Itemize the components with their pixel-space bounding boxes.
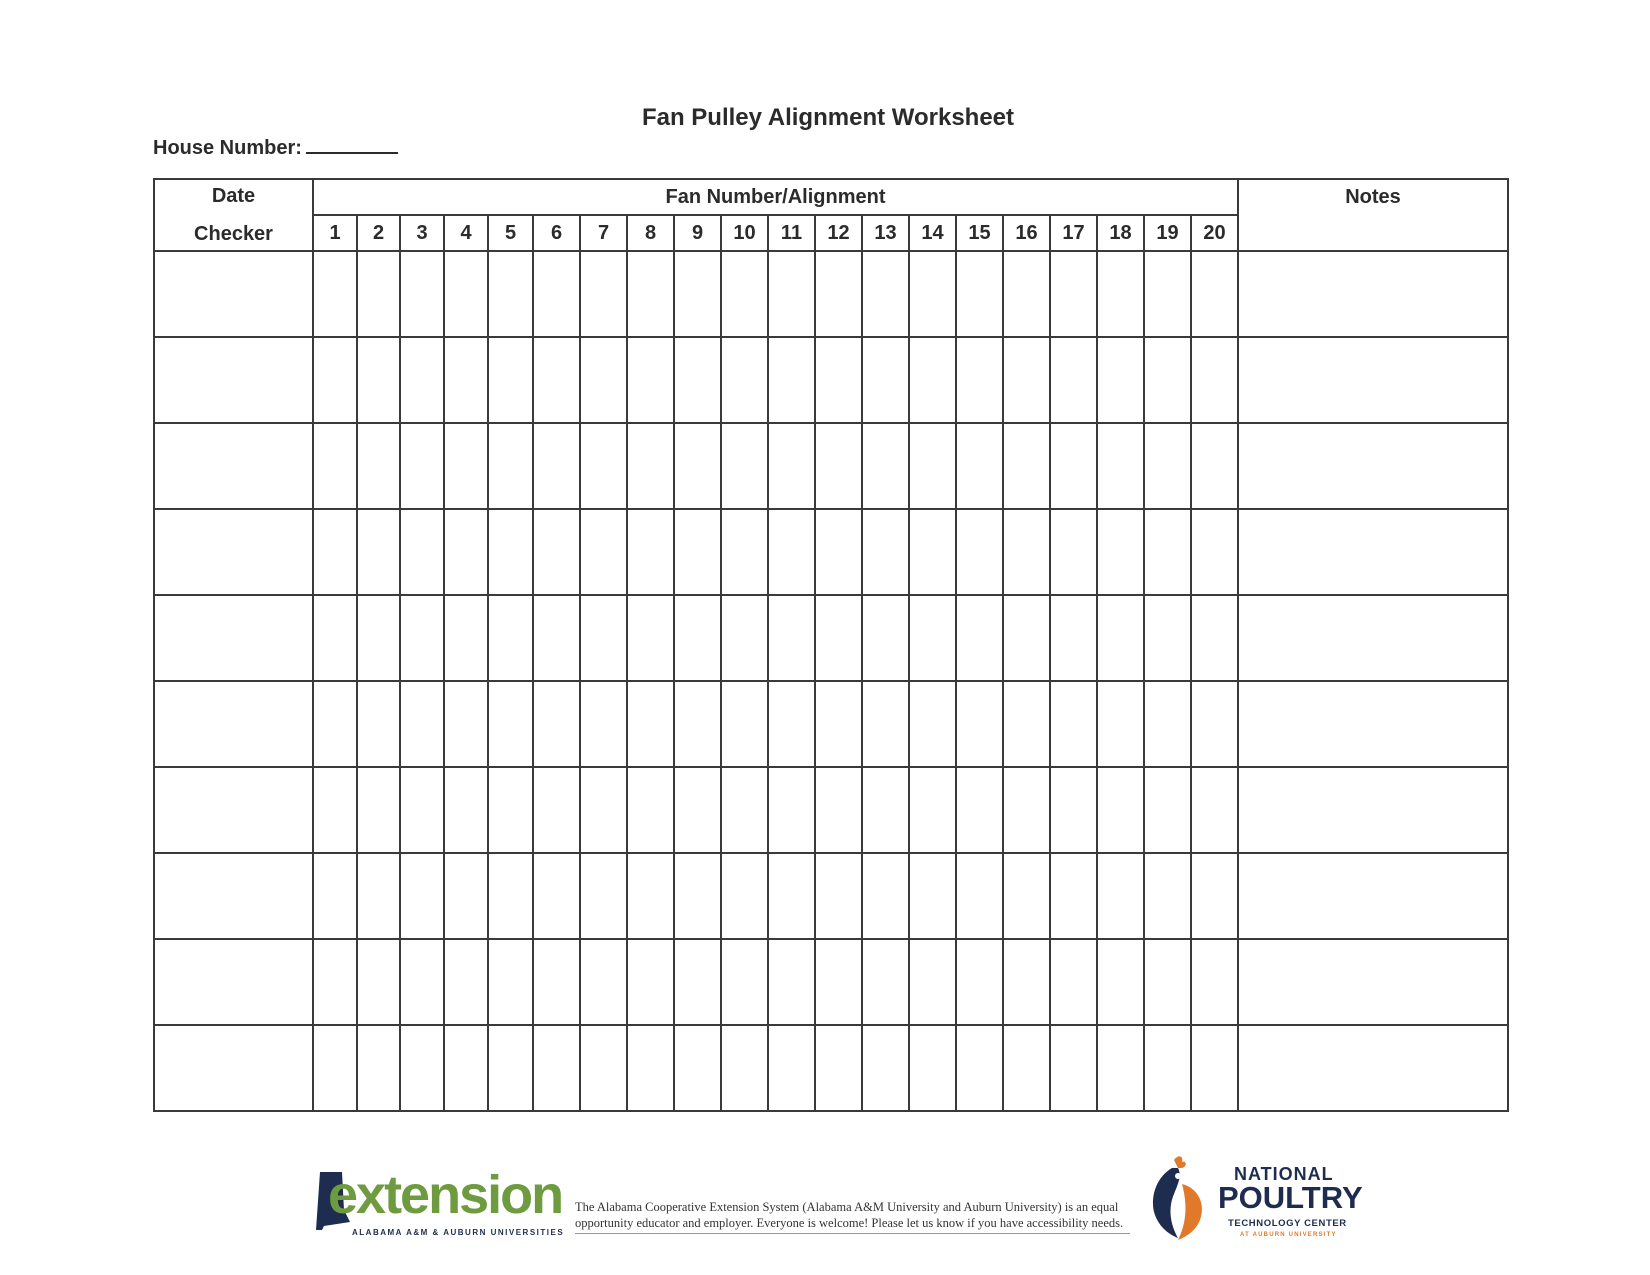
notes-header: Notes bbox=[1238, 179, 1508, 251]
worksheet-title-text: Fan Pulley Alignment Worksheet bbox=[641, 104, 1015, 131]
fan-1-cell[interactable] bbox=[313, 1025, 357, 1111]
house-number-label: House Number: bbox=[153, 137, 302, 159]
date-checker-cell[interactable] bbox=[154, 681, 313, 767]
fan-15-cell[interactable] bbox=[956, 337, 1003, 423]
fan-5-cell[interactable] bbox=[488, 337, 533, 423]
fan-20-cell[interactable] bbox=[1191, 853, 1238, 939]
fan-5-cell[interactable] bbox=[488, 1025, 533, 1111]
fan-17-cell[interactable] bbox=[1050, 1025, 1097, 1111]
fan-15-cell[interactable] bbox=[956, 1025, 1003, 1111]
fan-1-cell[interactable] bbox=[313, 681, 357, 767]
fan-6-cell[interactable] bbox=[533, 509, 580, 595]
fan-4-cell[interactable] bbox=[444, 423, 488, 509]
fan-4-cell[interactable] bbox=[444, 337, 488, 423]
fan-9-cell[interactable] bbox=[674, 681, 721, 767]
fan-1-cell[interactable] bbox=[313, 509, 357, 595]
fan-number-20: 20 bbox=[1191, 215, 1238, 251]
fan-5-cell[interactable] bbox=[488, 853, 533, 939]
table-row bbox=[154, 681, 1508, 767]
fan-18-cell[interactable] bbox=[1097, 681, 1144, 767]
fan-20-cell[interactable] bbox=[1191, 509, 1238, 595]
fan-8-cell[interactable] bbox=[627, 939, 674, 1025]
extension-logo-subtitle: ALABAMA A&M & AUBURN UNIVERSITIES bbox=[352, 1228, 565, 1237]
fan-11-cell[interactable] bbox=[768, 337, 815, 423]
fan-15-cell[interactable] bbox=[956, 509, 1003, 595]
fan-7-cell[interactable] bbox=[580, 595, 627, 681]
npt-line-poultry: POULTRY bbox=[1218, 1180, 1363, 1215]
table-row bbox=[154, 423, 1508, 509]
fan-17-cell[interactable] bbox=[1050, 337, 1097, 423]
fan-4-cell[interactable] bbox=[444, 595, 488, 681]
fan-9-cell[interactable] bbox=[674, 1025, 721, 1111]
fan-14-cell[interactable] bbox=[909, 939, 956, 1025]
fan-19-cell[interactable] bbox=[1144, 251, 1191, 337]
fan-10-cell[interactable] bbox=[721, 509, 768, 595]
fan-17-cell[interactable] bbox=[1050, 423, 1097, 509]
fan-13-cell[interactable] bbox=[862, 251, 909, 337]
fan-15-cell[interactable] bbox=[956, 939, 1003, 1025]
fan-4-cell[interactable] bbox=[444, 939, 488, 1025]
fan-19-cell[interactable] bbox=[1144, 681, 1191, 767]
date-checker-cell[interactable] bbox=[154, 1025, 313, 1111]
npt-line-technology-center: TECHNOLOGY CENTER bbox=[1228, 1218, 1347, 1229]
fan-number-9: 9 bbox=[674, 215, 721, 251]
fan-13-cell[interactable] bbox=[862, 595, 909, 681]
npt-line-national: NATIONAL bbox=[1234, 1164, 1334, 1184]
fan-14-cell[interactable] bbox=[909, 767, 956, 853]
fan-19-cell[interactable] bbox=[1144, 595, 1191, 681]
date-checker-cell[interactable] bbox=[154, 423, 313, 509]
fan-7-cell[interactable] bbox=[580, 1025, 627, 1111]
fan-13-cell[interactable] bbox=[862, 423, 909, 509]
fan-4-cell[interactable] bbox=[444, 509, 488, 595]
fan-8-cell[interactable] bbox=[627, 681, 674, 767]
fan-6-cell[interactable] bbox=[533, 853, 580, 939]
notes-cell[interactable] bbox=[1238, 595, 1508, 681]
fan-13-cell[interactable] bbox=[862, 509, 909, 595]
table-row bbox=[154, 509, 1508, 595]
extension-logo bbox=[316, 1165, 565, 1242]
fan-3-cell[interactable] bbox=[400, 939, 444, 1025]
fan-10-cell[interactable] bbox=[721, 1025, 768, 1111]
fan-20-cell[interactable] bbox=[1191, 423, 1238, 509]
fan-13-cell[interactable] bbox=[862, 681, 909, 767]
fan-9-cell[interactable] bbox=[674, 423, 721, 509]
fan-5-cell[interactable] bbox=[488, 939, 533, 1025]
disclaimer-line-2: opportunity educator and employer. Everyone is welcome! Please let us know if you have accessibility needs. bbox=[575, 1216, 1124, 1230]
fan-19-cell[interactable] bbox=[1144, 1025, 1191, 1111]
fan-number-1: 1 bbox=[313, 215, 357, 251]
fan-17-cell[interactable] bbox=[1050, 853, 1097, 939]
fan-20-cell[interactable] bbox=[1191, 595, 1238, 681]
fan-10-cell[interactable] bbox=[721, 337, 768, 423]
date-checker-cell[interactable] bbox=[154, 337, 313, 423]
notes-cell[interactable] bbox=[1238, 423, 1508, 509]
fan-8-cell[interactable] bbox=[627, 767, 674, 853]
equal-opportunity-statement bbox=[575, 1199, 1130, 1234]
fan-number-4: 4 bbox=[444, 215, 488, 251]
fan-20-cell[interactable] bbox=[1191, 1025, 1238, 1111]
extension-logo-word: extension bbox=[328, 1165, 563, 1225]
fan-16-cell[interactable] bbox=[1003, 1025, 1050, 1111]
fan-5-cell[interactable] bbox=[488, 595, 533, 681]
fan-16-cell[interactable] bbox=[1003, 853, 1050, 939]
fan-11-cell[interactable] bbox=[768, 767, 815, 853]
fan-18-cell[interactable] bbox=[1097, 337, 1144, 423]
house-number-blank[interactable] bbox=[306, 134, 398, 154]
fan-number-16: 16 bbox=[1003, 215, 1050, 251]
fan-14-cell[interactable] bbox=[909, 853, 956, 939]
fan-17-cell[interactable] bbox=[1050, 939, 1097, 1025]
date-checker-cell[interactable] bbox=[154, 509, 313, 595]
fan-12-cell[interactable] bbox=[815, 767, 862, 853]
fan-6-cell[interactable] bbox=[533, 767, 580, 853]
alignment-table bbox=[153, 178, 1509, 1112]
fan-4-cell[interactable] bbox=[444, 767, 488, 853]
fan-12-cell[interactable] bbox=[815, 595, 862, 681]
fan-10-cell[interactable] bbox=[721, 767, 768, 853]
fan-6-cell[interactable] bbox=[533, 595, 580, 681]
fan-3-cell[interactable] bbox=[400, 853, 444, 939]
fan-13-cell[interactable] bbox=[862, 853, 909, 939]
fan-19-cell[interactable] bbox=[1144, 853, 1191, 939]
fan-4-cell[interactable] bbox=[444, 681, 488, 767]
fan-12-cell[interactable] bbox=[815, 1025, 862, 1111]
fan-1-cell[interactable] bbox=[313, 423, 357, 509]
fan-7-cell[interactable] bbox=[580, 767, 627, 853]
fan-15-cell[interactable] bbox=[956, 423, 1003, 509]
fan-10-cell[interactable] bbox=[721, 939, 768, 1025]
fan-number-15: 15 bbox=[956, 215, 1003, 251]
fan-2-cell[interactable] bbox=[357, 767, 400, 853]
fan-number-5: 5 bbox=[488, 215, 533, 251]
fan-7-cell[interactable] bbox=[580, 853, 627, 939]
fan-3-cell[interactable] bbox=[400, 595, 444, 681]
fan-10-cell[interactable] bbox=[721, 595, 768, 681]
fan-9-cell[interactable] bbox=[674, 337, 721, 423]
fan-5-cell[interactable] bbox=[488, 681, 533, 767]
fan-19-cell[interactable] bbox=[1144, 509, 1191, 595]
fan-3-cell[interactable] bbox=[400, 767, 444, 853]
fan-11-cell[interactable] bbox=[768, 853, 815, 939]
rooster-icon bbox=[1148, 1154, 1208, 1244]
fan-14-cell[interactable] bbox=[909, 337, 956, 423]
fan-18-cell[interactable] bbox=[1097, 939, 1144, 1025]
fan-12-cell[interactable] bbox=[815, 251, 862, 337]
table-row bbox=[154, 595, 1508, 681]
fan-16-cell[interactable] bbox=[1003, 251, 1050, 337]
fan-9-cell[interactable] bbox=[674, 595, 721, 681]
notes-cell[interactable] bbox=[1238, 1025, 1508, 1111]
fan-11-cell[interactable] bbox=[768, 595, 815, 681]
fan-15-cell[interactable] bbox=[956, 681, 1003, 767]
fan-18-cell[interactable] bbox=[1097, 251, 1144, 337]
fan-8-cell[interactable] bbox=[627, 1025, 674, 1111]
fan-16-cell[interactable] bbox=[1003, 939, 1050, 1025]
date-checker-cell[interactable] bbox=[154, 251, 313, 337]
fan-13-cell[interactable] bbox=[862, 1025, 909, 1111]
fan-number-10: 10 bbox=[721, 215, 768, 251]
fan-13-cell[interactable] bbox=[862, 767, 909, 853]
fan-9-cell[interactable] bbox=[674, 853, 721, 939]
fan-14-cell[interactable] bbox=[909, 595, 956, 681]
fan-10-cell[interactable] bbox=[721, 853, 768, 939]
fan-14-cell[interactable] bbox=[909, 509, 956, 595]
fan-8-cell[interactable] bbox=[627, 337, 674, 423]
fan-14-cell[interactable] bbox=[909, 423, 956, 509]
fan-19-cell[interactable] bbox=[1144, 939, 1191, 1025]
table-row bbox=[154, 939, 1508, 1025]
fan-8-cell[interactable] bbox=[627, 251, 674, 337]
fan-15-cell[interactable] bbox=[956, 251, 1003, 337]
fan-6-cell[interactable] bbox=[533, 1025, 580, 1111]
fan-9-cell[interactable] bbox=[674, 767, 721, 853]
fan-17-cell[interactable] bbox=[1050, 595, 1097, 681]
fan-1-cell[interactable] bbox=[313, 337, 357, 423]
fan-2-cell[interactable] bbox=[357, 423, 400, 509]
fan-20-cell[interactable] bbox=[1191, 251, 1238, 337]
fan-19-cell[interactable] bbox=[1144, 423, 1191, 509]
notes-cell[interactable] bbox=[1238, 767, 1508, 853]
fan-number-17: 17 bbox=[1050, 215, 1097, 251]
table-body bbox=[154, 251, 1508, 1111]
fan-15-cell[interactable] bbox=[956, 853, 1003, 939]
fan-10-cell[interactable] bbox=[721, 681, 768, 767]
fan-8-cell[interactable] bbox=[627, 423, 674, 509]
fan-7-cell[interactable] bbox=[580, 939, 627, 1025]
fan-7-cell[interactable] bbox=[580, 251, 627, 337]
fan-12-cell[interactable] bbox=[815, 423, 862, 509]
fan-17-cell[interactable] bbox=[1050, 509, 1097, 595]
fan-20-cell[interactable] bbox=[1191, 767, 1238, 853]
fan-16-cell[interactable] bbox=[1003, 423, 1050, 509]
fan-number-13: 13 bbox=[862, 215, 909, 251]
fan-16-cell[interactable] bbox=[1003, 767, 1050, 853]
fan-14-cell[interactable] bbox=[909, 251, 956, 337]
fan-20-cell[interactable] bbox=[1191, 681, 1238, 767]
fan-5-cell[interactable] bbox=[488, 509, 533, 595]
fan-11-cell[interactable] bbox=[768, 509, 815, 595]
fan-8-cell[interactable] bbox=[627, 595, 674, 681]
fan-18-cell[interactable] bbox=[1097, 853, 1144, 939]
fan-2-cell[interactable] bbox=[357, 509, 400, 595]
fan-15-cell[interactable] bbox=[956, 595, 1003, 681]
fan-2-cell[interactable] bbox=[357, 595, 400, 681]
table-row bbox=[154, 767, 1508, 853]
fan-7-cell[interactable] bbox=[580, 509, 627, 595]
fan-number-19: 19 bbox=[1144, 215, 1191, 251]
fan-number-12: 12 bbox=[815, 215, 862, 251]
fan-18-cell[interactable] bbox=[1097, 1025, 1144, 1111]
fan-3-cell[interactable] bbox=[400, 337, 444, 423]
fan-7-cell[interactable] bbox=[580, 423, 627, 509]
notes-cell[interactable] bbox=[1238, 853, 1508, 939]
fan-17-cell[interactable] bbox=[1050, 251, 1097, 337]
fan-number-8: 8 bbox=[627, 215, 674, 251]
fan-6-cell[interactable] bbox=[533, 939, 580, 1025]
fan-16-cell[interactable] bbox=[1003, 509, 1050, 595]
fan-8-cell[interactable] bbox=[627, 509, 674, 595]
fan-number-18: 18 bbox=[1097, 215, 1144, 251]
fan-number-11: 11 bbox=[768, 215, 815, 251]
worksheet-title bbox=[0, 104, 1650, 132]
national-poultry-logo bbox=[1148, 1150, 1363, 1250]
fan-2-cell[interactable] bbox=[357, 939, 400, 1025]
date-checker-cell[interactable] bbox=[154, 939, 313, 1025]
fan-15-cell[interactable] bbox=[956, 767, 1003, 853]
notes-cell[interactable] bbox=[1238, 337, 1508, 423]
notes-cell[interactable] bbox=[1238, 251, 1508, 337]
npt-line-auburn: AT AUBURN UNIVERSITY bbox=[1240, 1232, 1337, 1238]
disclaimer-line-1: The Alabama Cooperative Extension System (Alabama A&M University and Auburn University) is an equal bbox=[575, 1200, 1119, 1214]
fan-13-cell[interactable] bbox=[862, 337, 909, 423]
fan-18-cell[interactable] bbox=[1097, 509, 1144, 595]
fan-12-cell[interactable] bbox=[815, 853, 862, 939]
table-row bbox=[154, 853, 1508, 939]
fan-3-cell[interactable] bbox=[400, 509, 444, 595]
fan-6-cell[interactable] bbox=[533, 681, 580, 767]
fan-4-cell[interactable] bbox=[444, 251, 488, 337]
fan-number-header: Fan Number/Alignment bbox=[313, 179, 1238, 215]
fan-6-cell[interactable] bbox=[533, 251, 580, 337]
fan-1-cell[interactable] bbox=[313, 251, 357, 337]
fan-number-3: 3 bbox=[400, 215, 444, 251]
fan-14-cell[interactable] bbox=[909, 1025, 956, 1111]
footer bbox=[0, 1150, 1650, 1260]
fan-6-cell[interactable] bbox=[533, 423, 580, 509]
fan-2-cell[interactable] bbox=[357, 853, 400, 939]
house-number-field bbox=[153, 134, 398, 160]
fan-9-cell[interactable] bbox=[674, 251, 721, 337]
notes-cell[interactable] bbox=[1238, 939, 1508, 1025]
date-checker-cell[interactable] bbox=[154, 767, 313, 853]
notes-cell[interactable] bbox=[1238, 509, 1508, 595]
fan-18-cell[interactable] bbox=[1097, 423, 1144, 509]
fan-2-cell[interactable] bbox=[357, 251, 400, 337]
fan-11-cell[interactable] bbox=[768, 681, 815, 767]
fan-16-cell[interactable] bbox=[1003, 595, 1050, 681]
fan-5-cell[interactable] bbox=[488, 423, 533, 509]
fan-1-cell[interactable] bbox=[313, 939, 357, 1025]
fan-20-cell[interactable] bbox=[1191, 939, 1238, 1025]
fan-12-cell[interactable] bbox=[815, 681, 862, 767]
fan-19-cell[interactable] bbox=[1144, 337, 1191, 423]
fan-1-cell[interactable] bbox=[313, 595, 357, 681]
fan-11-cell[interactable] bbox=[768, 1025, 815, 1111]
fan-19-cell[interactable] bbox=[1144, 767, 1191, 853]
fan-number-2: 2 bbox=[357, 215, 400, 251]
table-row bbox=[154, 251, 1508, 337]
fan-1-cell[interactable] bbox=[313, 767, 357, 853]
fan-17-cell[interactable] bbox=[1050, 681, 1097, 767]
fan-18-cell[interactable] bbox=[1097, 767, 1144, 853]
date-checker-cell[interactable] bbox=[154, 595, 313, 681]
fan-10-cell[interactable] bbox=[721, 423, 768, 509]
fan-3-cell[interactable] bbox=[400, 681, 444, 767]
fan-12-cell[interactable] bbox=[815, 509, 862, 595]
checker-header: Checker bbox=[194, 223, 273, 245]
fan-13-cell[interactable] bbox=[862, 939, 909, 1025]
fan-14-cell[interactable] bbox=[909, 681, 956, 767]
fan-1-cell[interactable] bbox=[313, 853, 357, 939]
fan-9-cell[interactable] bbox=[674, 509, 721, 595]
fan-10-cell[interactable] bbox=[721, 251, 768, 337]
fan-5-cell[interactable] bbox=[488, 767, 533, 853]
table-row bbox=[154, 1025, 1508, 1111]
fan-8-cell[interactable] bbox=[627, 853, 674, 939]
fan-16-cell[interactable] bbox=[1003, 337, 1050, 423]
fan-number-14: 14 bbox=[909, 215, 956, 251]
fan-9-cell[interactable] bbox=[674, 939, 721, 1025]
fan-3-cell[interactable] bbox=[400, 1025, 444, 1111]
fan-11-cell[interactable] bbox=[768, 939, 815, 1025]
fan-17-cell[interactable] bbox=[1050, 767, 1097, 853]
fan-6-cell[interactable] bbox=[533, 337, 580, 423]
fan-number-6: 6 bbox=[533, 215, 580, 251]
fan-3-cell[interactable] bbox=[400, 251, 444, 337]
fan-20-cell[interactable] bbox=[1191, 337, 1238, 423]
date-checker-header bbox=[154, 179, 313, 251]
fan-5-cell[interactable] bbox=[488, 251, 533, 337]
fan-12-cell[interactable] bbox=[815, 939, 862, 1025]
date-checker-cell[interactable] bbox=[154, 853, 313, 939]
fan-16-cell[interactable] bbox=[1003, 681, 1050, 767]
fan-2-cell[interactable] bbox=[357, 681, 400, 767]
fan-11-cell[interactable] bbox=[768, 423, 815, 509]
fan-2-cell[interactable] bbox=[357, 1025, 400, 1111]
fan-7-cell[interactable] bbox=[580, 681, 627, 767]
fan-12-cell[interactable] bbox=[815, 337, 862, 423]
fan-3-cell[interactable] bbox=[400, 423, 444, 509]
fan-11-cell[interactable] bbox=[768, 251, 815, 337]
fan-4-cell[interactable] bbox=[444, 1025, 488, 1111]
fan-2-cell[interactable] bbox=[357, 337, 400, 423]
fan-4-cell[interactable] bbox=[444, 853, 488, 939]
notes-cell[interactable] bbox=[1238, 681, 1508, 767]
date-header: Date bbox=[211, 185, 256, 207]
fan-18-cell[interactable] bbox=[1097, 595, 1144, 681]
fan-number-7: 7 bbox=[580, 215, 627, 251]
table-row bbox=[154, 337, 1508, 423]
fan-7-cell[interactable] bbox=[580, 337, 627, 423]
